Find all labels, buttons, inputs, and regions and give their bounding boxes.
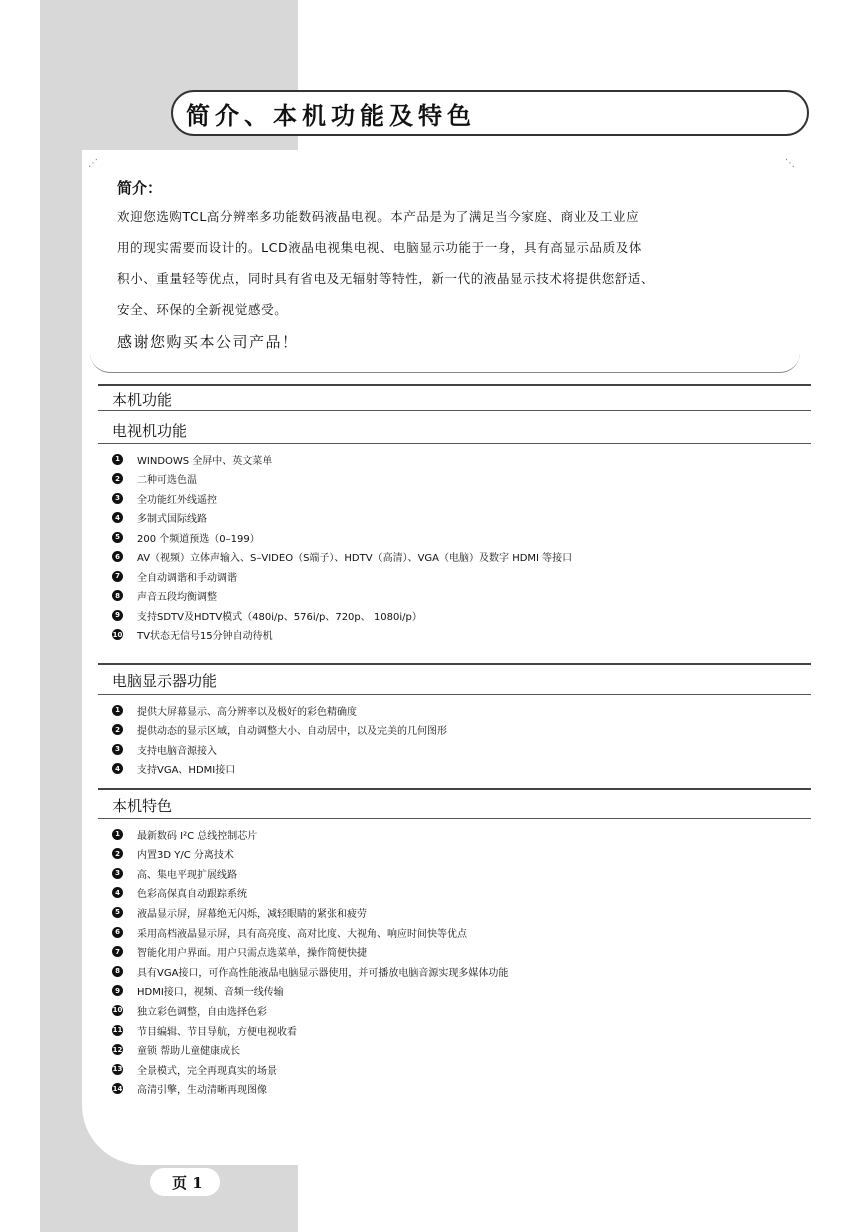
features-heading: 本机功能 [112, 391, 173, 409]
list-item-text: 具有VGA接口，可作高性能液晶电脑显示器使用，并可播放电脑音源实现多媒体功能 [137, 967, 509, 979]
list-item-text: 提供大屏幕显示、高分辨率以及极好的彩色精确度 [137, 706, 357, 718]
number-bullet-icon: 6 [112, 927, 123, 938]
list-item-text: 高清引擎，生动清晰再现图像 [137, 1085, 267, 1097]
number-bullet-icon: 4 [112, 763, 123, 774]
number-bullet-icon: 7 [112, 946, 123, 957]
list-item [112, 510, 207, 526]
number-bullet-icon: 4 [112, 887, 123, 898]
list-item-text: 多制式国际线路 [137, 514, 207, 525]
number-bullet-icon: 8 [112, 590, 123, 601]
list-item-text: 支持SDTV及HDTV模式（480i/p、576i/p、720p、 1080i/p） [137, 611, 422, 623]
list-item-text: 独立彩色调整，自由选择色彩 [137, 1006, 267, 1018]
list-item [112, 1042, 240, 1058]
page-number: 页 1 [172, 1174, 203, 1192]
number-bullet-icon: 3 [112, 868, 123, 879]
list-item [112, 627, 273, 643]
list-item-text: 节目编辑、节目导航，方便电视收看 [137, 1026, 297, 1038]
list-item [112, 741, 217, 757]
section-divider [98, 384, 811, 386]
list-item-text: 声音五段均衡调整 [137, 592, 217, 603]
number-bullet-icon: 8 [112, 966, 123, 977]
list-item-text: WINDOWS 全屏中、英文菜单 [137, 455, 273, 467]
number-bullet-icon: 13 [112, 1065, 123, 1074]
number-bullet-icon: 10 [112, 1006, 123, 1015]
list-item-text: 全自动调谐和手动调谐 [137, 572, 237, 584]
number-bullet-icon: 9 [112, 985, 123, 996]
tv-features-heading: 电视机功能 [112, 422, 188, 440]
number-bullet-icon: 2 [112, 724, 123, 735]
number-bullet-icon: 1 [112, 705, 123, 716]
section-divider [98, 410, 811, 411]
number-bullet-icon: 3 [112, 493, 123, 504]
list-item [112, 451, 272, 467]
list-item-text: 童锁 帮助儿童健康成长 [137, 1046, 241, 1058]
number-bullet-icon: 10 [112, 630, 123, 639]
list-item-text: 高、集电平现扩展线路 [137, 869, 237, 881]
list-item [112, 826, 257, 842]
list-item-text: TV状态无信号15分钟自动待机 [137, 631, 273, 642]
list-item-text: 全景模式，完全再现真实的场景 [137, 1065, 277, 1077]
number-bullet-icon: 12 [112, 1045, 123, 1054]
corner-mark-left: ⋰ [88, 158, 98, 169]
list-item-text: 提供动态的显示区域，自动调整大小、自动居中，以及完美的几何图形 [137, 726, 447, 737]
list-item-text: 采用高档液晶显示屏，具有高亮度、高对比度、大视角、响应时间快等优点 [137, 928, 467, 940]
list-item [112, 1081, 267, 1097]
list-item [112, 722, 447, 738]
number-bullet-icon: 3 [112, 744, 123, 755]
section-divider [98, 443, 811, 444]
list-item [112, 865, 237, 881]
corner-mark-right: ⋱ [785, 158, 795, 169]
list-item-text: 200 个频道预选（0–199） [137, 533, 260, 545]
number-bullet-icon: 11 [112, 1026, 123, 1034]
list-item [112, 490, 217, 506]
number-bullet-icon: 4 [112, 512, 123, 523]
list-item-text: AV（视频）立体声输入、S–VIDEO（S端子）、HDTV（高清）、VGA（电脑）及数字 HDMI 等接口 [137, 553, 573, 564]
list-item-text: 液晶显示屏，屏幕绝无闪烁，减轻眼睛的紧张和疲劳 [137, 908, 367, 920]
list-item [112, 924, 467, 940]
intro-thanks: 感谢您购买本公司产品！ [117, 333, 299, 351]
list-item [112, 1022, 297, 1038]
list-item [112, 568, 237, 584]
list-item [112, 1002, 267, 1018]
list-item-text: 支持VGA、HDMI接口 [137, 765, 236, 776]
list-item-text: 色彩高保真自动跟踪系统 [137, 889, 247, 901]
list-item [112, 1061, 277, 1077]
number-bullet-icon: 14 [112, 1084, 123, 1093]
list-item [112, 963, 508, 979]
list-item-text: 全功能红外线遥控 [137, 494, 217, 506]
intro-line: 安全、环保的全新视觉感受。 [117, 302, 288, 317]
number-bullet-icon: 5 [112, 532, 123, 543]
list-item [112, 885, 247, 901]
list-item [112, 529, 260, 545]
number-bullet-icon: 6 [112, 551, 123, 562]
number-bullet-icon: 9 [112, 610, 123, 621]
list-item-text: 支持电脑音源接入 [137, 745, 217, 757]
number-bullet-icon: 7 [112, 571, 123, 582]
list-item-text: HDMI接口，视频、音频一线传输 [137, 987, 284, 999]
list-item [112, 702, 357, 718]
list-item [112, 944, 367, 960]
number-bullet-icon: 2 [112, 473, 123, 484]
intro-line: 欢迎您选购TCL高分辨率多功能数码液晶电视。本产品是为了满足当今家庭、商业及工业应 [117, 209, 640, 224]
number-bullet-icon: 1 [112, 454, 123, 465]
list-item-text: 内置3D Y/C 分离技术 [137, 850, 234, 862]
intro-heading: 简介： [117, 179, 163, 197]
intro-line: 积小、重量轻等优点，同时具有省电及无辐射等特性，新一代的液晶显示技术将提供您舒适、 [117, 271, 655, 286]
list-item [112, 471, 197, 487]
specials-heading: 本机特色 [112, 797, 173, 815]
intro-line: 用的现实需要而设计的。LCD液晶电视集电视、电脑显示功能于一身，具有高显示品质及体 [117, 240, 642, 255]
list-item [112, 549, 572, 565]
number-bullet-icon: 5 [112, 907, 123, 918]
list-item [112, 846, 234, 862]
list-item-text: 二种可选色温 [137, 475, 197, 486]
section-divider [98, 788, 811, 790]
section-divider [98, 818, 811, 819]
list-item-text: 智能化用户界面。用户只需点选菜单，操作简便快捷 [137, 948, 367, 960]
list-item [112, 983, 284, 999]
list-item [112, 904, 367, 920]
section-divider [98, 663, 811, 665]
list-item [112, 588, 217, 604]
number-bullet-icon: 2 [112, 848, 123, 859]
page-title: 简介、本机功能及特色 [186, 101, 476, 130]
number-bullet-icon: 1 [112, 829, 123, 840]
list-item-text: 最新数码 I²C 总线控制芯片 [137, 830, 258, 842]
list-item [112, 607, 422, 623]
list-item [112, 761, 235, 777]
pc-features-heading: 电脑显示器功能 [112, 672, 218, 690]
section-divider [98, 694, 811, 695]
